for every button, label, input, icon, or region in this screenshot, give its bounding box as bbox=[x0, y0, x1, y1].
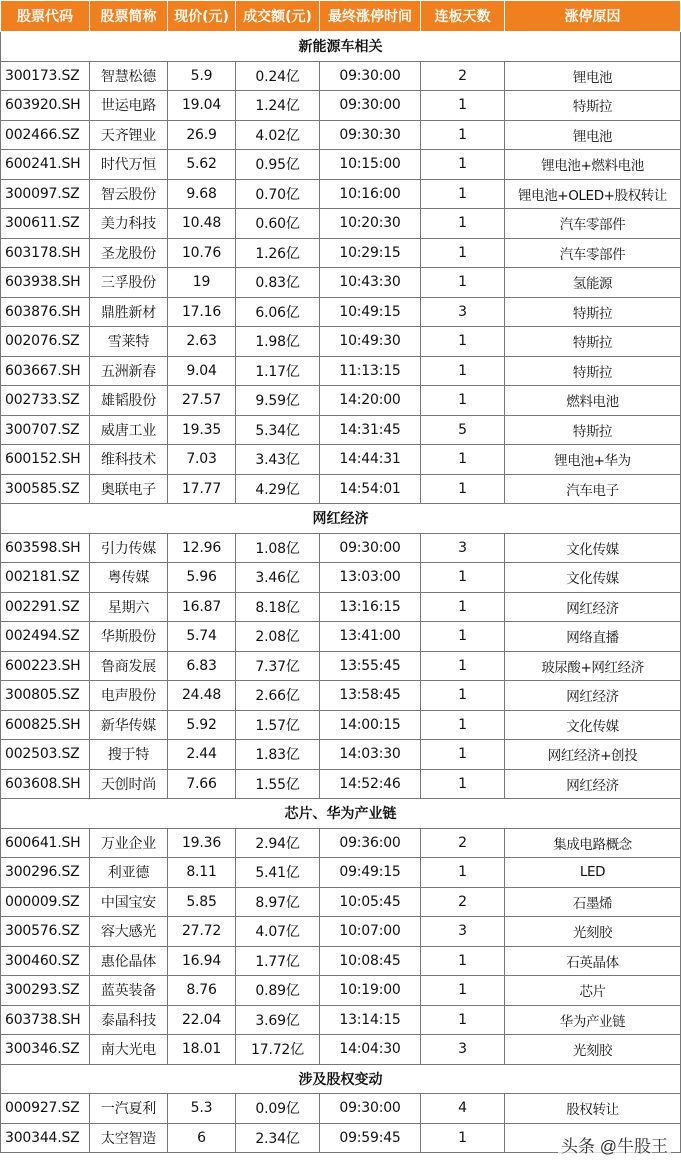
cell-stock-name: 搜于特 bbox=[90, 740, 168, 770]
cell-limit-time: 10:05:45 bbox=[320, 887, 421, 917]
cell-limit-reason: 特斯拉 bbox=[505, 327, 681, 357]
cell-price: 22.04 bbox=[168, 1005, 236, 1035]
cell-limit-time: 14:03:30 bbox=[320, 740, 421, 770]
cell-limit-time: 10:20:30 bbox=[320, 209, 421, 239]
cell-price: 19 bbox=[168, 268, 236, 298]
table-row[interactable] bbox=[1, 563, 681, 593]
cell-turnover: 17.72亿 bbox=[236, 1035, 320, 1065]
cell-limit-time: 13:03:00 bbox=[320, 563, 421, 593]
cell-stock-code: 002291.SZ bbox=[1, 592, 90, 622]
cell-stock-name: 泰晶科技 bbox=[90, 1005, 168, 1035]
cell-consecutive-days: 3 bbox=[421, 533, 505, 563]
cell-price: 17.77 bbox=[168, 474, 236, 504]
cell-stock-name: 鲁商发展 bbox=[90, 651, 168, 681]
cell-stock-code: 300460.SZ bbox=[1, 946, 90, 976]
cell-stock-name: 维科技术 bbox=[90, 445, 168, 475]
cell-limit-reason: 锂电池+OLED+股权转让 bbox=[505, 179, 681, 209]
cell-turnover: 1.08亿 bbox=[236, 533, 320, 563]
cell-limit-time: 10:49:15 bbox=[320, 297, 421, 327]
cell-limit-reason: 特斯拉 bbox=[505, 297, 681, 327]
cell-consecutive-days: 1 bbox=[421, 268, 505, 298]
cell-stock-name: 太空智造 bbox=[90, 1123, 168, 1153]
cell-stock-code: 603920.SH bbox=[1, 91, 90, 121]
cell-stock-name: 华斯股份 bbox=[90, 622, 168, 652]
header-consecutive-days[interactable]: 连板天数 bbox=[421, 1, 505, 32]
cell-consecutive-days: 1 bbox=[421, 622, 505, 652]
table-row[interactable] bbox=[1, 681, 681, 711]
table-row[interactable] bbox=[1, 946, 681, 976]
cell-turnover: 1.83亿 bbox=[236, 740, 320, 770]
cell-limit-reason: 文化传媒 bbox=[505, 533, 681, 563]
cell-limit-time: 10:43:30 bbox=[320, 268, 421, 298]
cell-price: 5.62 bbox=[168, 150, 236, 180]
cell-consecutive-days: 1 bbox=[421, 209, 505, 239]
cell-turnover: 0.60亿 bbox=[236, 209, 320, 239]
cell-stock-code: 600223.SH bbox=[1, 651, 90, 681]
cell-stock-name: 世运电路 bbox=[90, 91, 168, 121]
cell-stock-code: 300585.SZ bbox=[1, 474, 90, 504]
cell-stock-name: 三孚股份 bbox=[90, 268, 168, 298]
cell-turnover: 4.07亿 bbox=[236, 917, 320, 947]
cell-price: 6 bbox=[168, 1123, 236, 1153]
cell-consecutive-days: 1 bbox=[421, 740, 505, 770]
header-turnover[interactable]: 成交额(元) bbox=[236, 1, 320, 32]
cell-limit-time: 10:07:00 bbox=[320, 917, 421, 947]
table-row[interactable] bbox=[1, 858, 681, 888]
cell-price: 7.66 bbox=[168, 769, 236, 799]
cell-limit-reason: 汽车电子 bbox=[505, 474, 681, 504]
cell-limit-time: 14:52:46 bbox=[320, 769, 421, 799]
cell-stock-name: 南大光电 bbox=[90, 1035, 168, 1065]
cell-limit-reason: 文化传媒 bbox=[505, 710, 681, 740]
cell-price: 5.74 bbox=[168, 622, 236, 652]
cell-stock-name: 威唐工业 bbox=[90, 415, 168, 445]
cell-limit-time: 10:16:00 bbox=[320, 179, 421, 209]
cell-stock-code: 300346.SZ bbox=[1, 1035, 90, 1065]
cell-price: 9.68 bbox=[168, 179, 236, 209]
cell-limit-reason: 特斯拉 bbox=[505, 356, 681, 386]
cell-price: 16.94 bbox=[168, 946, 236, 976]
cell-consecutive-days: 1 bbox=[421, 592, 505, 622]
cell-stock-name: 天创时尚 bbox=[90, 769, 168, 799]
cell-turnover: 2.34亿 bbox=[236, 1123, 320, 1153]
table-row[interactable] bbox=[1, 828, 681, 858]
section-title: 网红经济 bbox=[1, 504, 681, 534]
cell-stock-name: 中国宝安 bbox=[90, 887, 168, 917]
watermark-text: 头条 @牛股王 bbox=[558, 1131, 671, 1158]
cell-consecutive-days: 1 bbox=[421, 1005, 505, 1035]
cell-limit-reason: 股权转让 bbox=[505, 1094, 681, 1124]
cell-stock-code: 002181.SZ bbox=[1, 563, 90, 593]
table-row[interactable] bbox=[1, 415, 681, 445]
cell-price: 2.63 bbox=[168, 327, 236, 357]
cell-limit-time: 13:55:45 bbox=[320, 651, 421, 681]
cell-stock-name: 粤传媒 bbox=[90, 563, 168, 593]
cell-limit-reason: LED bbox=[505, 858, 681, 888]
cell-stock-code: 300097.SZ bbox=[1, 179, 90, 209]
cell-turnover: 1.77亿 bbox=[236, 946, 320, 976]
cell-stock-code: 300805.SZ bbox=[1, 681, 90, 711]
cell-limit-reason: 网红经济 bbox=[505, 681, 681, 711]
cell-turnover: 1.24亿 bbox=[236, 91, 320, 121]
cell-turnover: 2.94亿 bbox=[236, 828, 320, 858]
cell-turnover: 1.26亿 bbox=[236, 238, 320, 268]
cell-stock-code: 603598.SH bbox=[1, 533, 90, 563]
cell-price: 5.9 bbox=[168, 61, 236, 91]
cell-turnover: 8.18亿 bbox=[236, 592, 320, 622]
cell-stock-code: 002494.SZ bbox=[1, 622, 90, 652]
cell-consecutive-days: 1 bbox=[421, 120, 505, 150]
section-title: 涉及股权变动 bbox=[1, 1064, 681, 1094]
cell-limit-reason: 网红经济 bbox=[505, 769, 681, 799]
cell-price: 5.92 bbox=[168, 710, 236, 740]
header-limit-reason[interactable]: 涨停原因 bbox=[505, 1, 681, 32]
cell-limit-reason: 锂电池+华为 bbox=[505, 445, 681, 475]
cell-stock-code: 600641.SH bbox=[1, 828, 90, 858]
cell-limit-reason: 网红经济+创投 bbox=[505, 740, 681, 770]
cell-turnover: 1.17亿 bbox=[236, 356, 320, 386]
table-row[interactable] bbox=[1, 917, 681, 947]
cell-turnover: 0.89亿 bbox=[236, 976, 320, 1006]
cell-price: 12.96 bbox=[168, 533, 236, 563]
cell-turnover: 8.97亿 bbox=[236, 887, 320, 917]
table-row[interactable] bbox=[1, 445, 681, 475]
cell-stock-name: 智云股份 bbox=[90, 179, 168, 209]
cell-limit-reason: 氢能源 bbox=[505, 268, 681, 298]
cell-consecutive-days: 1 bbox=[421, 710, 505, 740]
cell-stock-code: 603178.SH bbox=[1, 238, 90, 268]
cell-price: 18.01 bbox=[168, 1035, 236, 1065]
table-row[interactable] bbox=[1, 474, 681, 504]
cell-consecutive-days: 1 bbox=[421, 474, 505, 504]
cell-stock-name: 五洲新春 bbox=[90, 356, 168, 386]
cell-consecutive-days: 1 bbox=[421, 238, 505, 268]
cell-consecutive-days: 2 bbox=[421, 828, 505, 858]
cell-limit-reason: 锂电池+燃料电池 bbox=[505, 150, 681, 180]
cell-stock-code: 300707.SZ bbox=[1, 415, 90, 445]
cell-limit-reason: 光刻胶 bbox=[505, 1035, 681, 1065]
cell-consecutive-days: 1 bbox=[421, 681, 505, 711]
cell-turnover: 3.69亿 bbox=[236, 1005, 320, 1035]
cell-price: 26.9 bbox=[168, 120, 236, 150]
table-row[interactable] bbox=[1, 651, 681, 681]
cell-limit-time: 11:13:15 bbox=[320, 356, 421, 386]
cell-limit-time: 09:30:30 bbox=[320, 120, 421, 150]
cell-consecutive-days: 1 bbox=[421, 563, 505, 593]
cell-price: 5.96 bbox=[168, 563, 236, 593]
cell-consecutive-days: 1 bbox=[421, 976, 505, 1006]
table-row[interactable] bbox=[1, 386, 681, 416]
table-row[interactable] bbox=[1, 91, 681, 121]
cell-limit-time: 14:00:15 bbox=[320, 710, 421, 740]
header-final-limit-time[interactable]: 最终涨停时间 bbox=[320, 1, 421, 32]
cell-price: 19.04 bbox=[168, 91, 236, 121]
cell-consecutive-days: 1 bbox=[421, 356, 505, 386]
cell-stock-code: 603876.SH bbox=[1, 297, 90, 327]
cell-consecutive-days: 1 bbox=[421, 386, 505, 416]
cell-price: 8.11 bbox=[168, 858, 236, 888]
cell-stock-code: 603738.SH bbox=[1, 1005, 90, 1035]
cell-price: 16.87 bbox=[168, 592, 236, 622]
cell-stock-code: 603938.SH bbox=[1, 268, 90, 298]
cell-price: 2.44 bbox=[168, 740, 236, 770]
cell-stock-code: 300344.SZ bbox=[1, 1123, 90, 1153]
cell-consecutive-days: 1 bbox=[421, 150, 505, 180]
table-row[interactable] bbox=[1, 179, 681, 209]
cell-price: 27.57 bbox=[168, 386, 236, 416]
cell-turnover: 0.24亿 bbox=[236, 61, 320, 91]
table-row[interactable] bbox=[1, 268, 681, 298]
cell-price: 5.85 bbox=[168, 887, 236, 917]
cell-limit-time: 14:44:31 bbox=[320, 445, 421, 475]
cell-stock-code: 002076.SZ bbox=[1, 327, 90, 357]
cell-stock-code: 002733.SZ bbox=[1, 386, 90, 416]
cell-price: 19.35 bbox=[168, 415, 236, 445]
cell-stock-code: 600152.SH bbox=[1, 445, 90, 475]
cell-stock-name: 智慧松德 bbox=[90, 61, 168, 91]
table-row[interactable] bbox=[1, 976, 681, 1006]
cell-consecutive-days: 1 bbox=[421, 651, 505, 681]
cell-limit-reason: 网络直播 bbox=[505, 622, 681, 652]
section-header-row bbox=[1, 32, 681, 62]
cell-stock-code: 300293.SZ bbox=[1, 976, 90, 1006]
cell-turnover: 0.70亿 bbox=[236, 179, 320, 209]
table-row[interactable] bbox=[1, 356, 681, 386]
cell-turnover: 0.95亿 bbox=[236, 150, 320, 180]
cell-limit-reason: 特斯拉 bbox=[505, 415, 681, 445]
cell-turnover: 2.08亿 bbox=[236, 622, 320, 652]
cell-limit-reason: 集成电路概念 bbox=[505, 828, 681, 858]
cell-turnover: 5.34亿 bbox=[236, 415, 320, 445]
cell-limit-reason: 玻尿酸+网红经济 bbox=[505, 651, 681, 681]
table-row[interactable] bbox=[1, 887, 681, 917]
cell-limit-reason: 网红经济 bbox=[505, 592, 681, 622]
cell-limit-reason: 汽车零部件 bbox=[505, 209, 681, 239]
cell-limit-time: 09:30:00 bbox=[320, 91, 421, 121]
table-row[interactable] bbox=[1, 533, 681, 563]
cell-limit-reason: 锂电池 bbox=[505, 120, 681, 150]
header-row bbox=[1, 1, 681, 32]
cell-stock-code: 002466.SZ bbox=[1, 120, 90, 150]
table-row[interactable] bbox=[1, 710, 681, 740]
cell-stock-code: 002503.SZ bbox=[1, 740, 90, 770]
cell-limit-reason: 光刻胶 bbox=[505, 917, 681, 947]
cell-consecutive-days: 3 bbox=[421, 1035, 505, 1065]
cell-consecutive-days: 5 bbox=[421, 415, 505, 445]
cell-limit-time: 13:14:15 bbox=[320, 1005, 421, 1035]
cell-limit-reason: 锂电池 bbox=[505, 61, 681, 91]
cell-stock-name: 星期六 bbox=[90, 592, 168, 622]
section-title: 芯片、华为产业链 bbox=[1, 799, 681, 829]
cell-consecutive-days: 4 bbox=[421, 1094, 505, 1124]
cell-limit-reason: 燃料电池 bbox=[505, 386, 681, 416]
cell-stock-name: 雪莱特 bbox=[90, 327, 168, 357]
cell-limit-time: 14:04:30 bbox=[320, 1035, 421, 1065]
cell-limit-time: 09:49:15 bbox=[320, 858, 421, 888]
section-header-row bbox=[1, 1064, 681, 1094]
table-row[interactable] bbox=[1, 592, 681, 622]
table-row[interactable] bbox=[1, 1094, 681, 1124]
cell-stock-name: 引力传媒 bbox=[90, 533, 168, 563]
cell-stock-name: 时代万恒 bbox=[90, 150, 168, 180]
table-body bbox=[1, 32, 681, 1153]
cell-stock-code: 603608.SH bbox=[1, 769, 90, 799]
table-row[interactable] bbox=[1, 1035, 681, 1065]
table-row[interactable] bbox=[1, 327, 681, 357]
cell-limit-time: 14:54:01 bbox=[320, 474, 421, 504]
cell-limit-time: 09:30:00 bbox=[320, 1094, 421, 1124]
cell-turnover: 4.02亿 bbox=[236, 120, 320, 150]
cell-price: 7.03 bbox=[168, 445, 236, 475]
cell-turnover: 0.09亿 bbox=[236, 1094, 320, 1124]
cell-limit-time: 13:58:45 bbox=[320, 681, 421, 711]
cell-stock-code: 300611.SZ bbox=[1, 209, 90, 239]
cell-stock-name: 蓝英装备 bbox=[90, 976, 168, 1006]
cell-consecutive-days: 1 bbox=[421, 179, 505, 209]
cell-turnover: 3.43亿 bbox=[236, 445, 320, 475]
cell-turnover: 9.59亿 bbox=[236, 386, 320, 416]
cell-turnover: 7.37亿 bbox=[236, 651, 320, 681]
cell-stock-code: 603667.SH bbox=[1, 356, 90, 386]
cell-stock-code: 300576.SZ bbox=[1, 917, 90, 947]
cell-limit-time: 09:30:00 bbox=[320, 533, 421, 563]
cell-limit-time: 09:30:00 bbox=[320, 61, 421, 91]
cell-turnover: 6.06亿 bbox=[236, 297, 320, 327]
section-header-row bbox=[1, 799, 681, 829]
table-row[interactable] bbox=[1, 297, 681, 327]
cell-stock-name: 惠伦晶体 bbox=[90, 946, 168, 976]
cell-consecutive-days: 2 bbox=[421, 887, 505, 917]
cell-price: 19.36 bbox=[168, 828, 236, 858]
cell-price: 8.76 bbox=[168, 976, 236, 1006]
cell-turnover: 5.41亿 bbox=[236, 858, 320, 888]
cell-turnover: 1.98亿 bbox=[236, 327, 320, 357]
cell-stock-code: 000009.SZ bbox=[1, 887, 90, 917]
cell-stock-name: 鼎胜新材 bbox=[90, 297, 168, 327]
table-row[interactable] bbox=[1, 209, 681, 239]
table-row[interactable] bbox=[1, 622, 681, 652]
table-row[interactable] bbox=[1, 120, 681, 150]
cell-limit-reason: 华为产业链 bbox=[505, 1005, 681, 1035]
cell-limit-time: 10:19:00 bbox=[320, 976, 421, 1006]
cell-limit-time: 10:29:15 bbox=[320, 238, 421, 268]
cell-turnover: 4.29亿 bbox=[236, 474, 320, 504]
table-row[interactable] bbox=[1, 769, 681, 799]
cell-stock-name: 利亚德 bbox=[90, 858, 168, 888]
cell-stock-name: 天齐锂业 bbox=[90, 120, 168, 150]
header-stock-name[interactable]: 股票简称 bbox=[90, 1, 168, 32]
cell-limit-reason: 石英晶体 bbox=[505, 946, 681, 976]
cell-limit-time: 14:31:45 bbox=[320, 415, 421, 445]
cell-consecutive-days: 3 bbox=[421, 917, 505, 947]
cell-price: 9.04 bbox=[168, 356, 236, 386]
cell-stock-name: 奥联电子 bbox=[90, 474, 168, 504]
cell-limit-time: 10:08:45 bbox=[320, 946, 421, 976]
table-row[interactable] bbox=[1, 238, 681, 268]
cell-limit-time: 10:15:00 bbox=[320, 150, 421, 180]
cell-turnover: 1.55亿 bbox=[236, 769, 320, 799]
cell-consecutive-days: 1 bbox=[421, 1123, 505, 1153]
table-row[interactable] bbox=[1, 150, 681, 180]
cell-stock-code: 300173.SZ bbox=[1, 61, 90, 91]
cell-consecutive-days: 1 bbox=[421, 858, 505, 888]
cell-price: 10.76 bbox=[168, 238, 236, 268]
cell-stock-name: 一汽夏利 bbox=[90, 1094, 168, 1124]
cell-stock-code: 600241.SH bbox=[1, 150, 90, 180]
cell-turnover: 0.83亿 bbox=[236, 268, 320, 298]
cell-limit-reason: 石墨烯 bbox=[505, 887, 681, 917]
cell-price: 17.16 bbox=[168, 297, 236, 327]
cell-stock-name: 万业企业 bbox=[90, 828, 168, 858]
cell-turnover: 1.57亿 bbox=[236, 710, 320, 740]
cell-consecutive-days: 1 bbox=[421, 445, 505, 475]
section-header-row bbox=[1, 504, 681, 534]
table-row[interactable] bbox=[1, 1005, 681, 1035]
cell-stock-code: 300296.SZ bbox=[1, 858, 90, 888]
cell-limit-time: 13:41:00 bbox=[320, 622, 421, 652]
cell-turnover: 2.66亿 bbox=[236, 681, 320, 711]
cell-stock-code: 600825.SH bbox=[1, 710, 90, 740]
cell-consecutive-days: 1 bbox=[421, 91, 505, 121]
cell-stock-name: 电声股份 bbox=[90, 681, 168, 711]
cell-price: 5.3 bbox=[168, 1094, 236, 1124]
cell-price: 10.48 bbox=[168, 209, 236, 239]
cell-price: 27.72 bbox=[168, 917, 236, 947]
cell-limit-time: 14:20:00 bbox=[320, 386, 421, 416]
cell-stock-name: 圣龙股份 bbox=[90, 238, 168, 268]
cell-stock-name: 美力科技 bbox=[90, 209, 168, 239]
header-price[interactable]: 现价(元) bbox=[168, 1, 236, 32]
cell-limit-reason: 特斯拉 bbox=[505, 91, 681, 121]
cell-limit-time: 10:49:30 bbox=[320, 327, 421, 357]
cell-consecutive-days: 2 bbox=[421, 61, 505, 91]
cell-limit-time: 09:59:45 bbox=[320, 1123, 421, 1153]
cell-limit-reason: 芯片 bbox=[505, 976, 681, 1006]
cell-stock-name: 新华传媒 bbox=[90, 710, 168, 740]
cell-stock-name: 容大感光 bbox=[90, 917, 168, 947]
cell-limit-time: 13:16:15 bbox=[320, 592, 421, 622]
table-row[interactable] bbox=[1, 740, 681, 770]
cell-consecutive-days: 1 bbox=[421, 327, 505, 357]
cell-limit-time: 09:36:00 bbox=[320, 828, 421, 858]
section-title: 新能源车相关 bbox=[1, 32, 681, 62]
cell-price: 24.48 bbox=[168, 681, 236, 711]
cell-limit-reason: 文化传媒 bbox=[505, 563, 681, 593]
cell-consecutive-days: 1 bbox=[421, 769, 505, 799]
cell-stock-name: 雄韬股份 bbox=[90, 386, 168, 416]
cell-consecutive-days: 1 bbox=[421, 946, 505, 976]
cell-consecutive-days: 3 bbox=[421, 297, 505, 327]
cell-stock-code: 000927.SZ bbox=[1, 1094, 90, 1124]
cell-turnover: 3.46亿 bbox=[236, 563, 320, 593]
cell-limit-reason: 汽车零部件 bbox=[505, 238, 681, 268]
cell-price: 6.83 bbox=[168, 651, 236, 681]
table-row[interactable] bbox=[1, 61, 681, 91]
header-stock-code[interactable]: 股票代码 bbox=[1, 1, 90, 32]
